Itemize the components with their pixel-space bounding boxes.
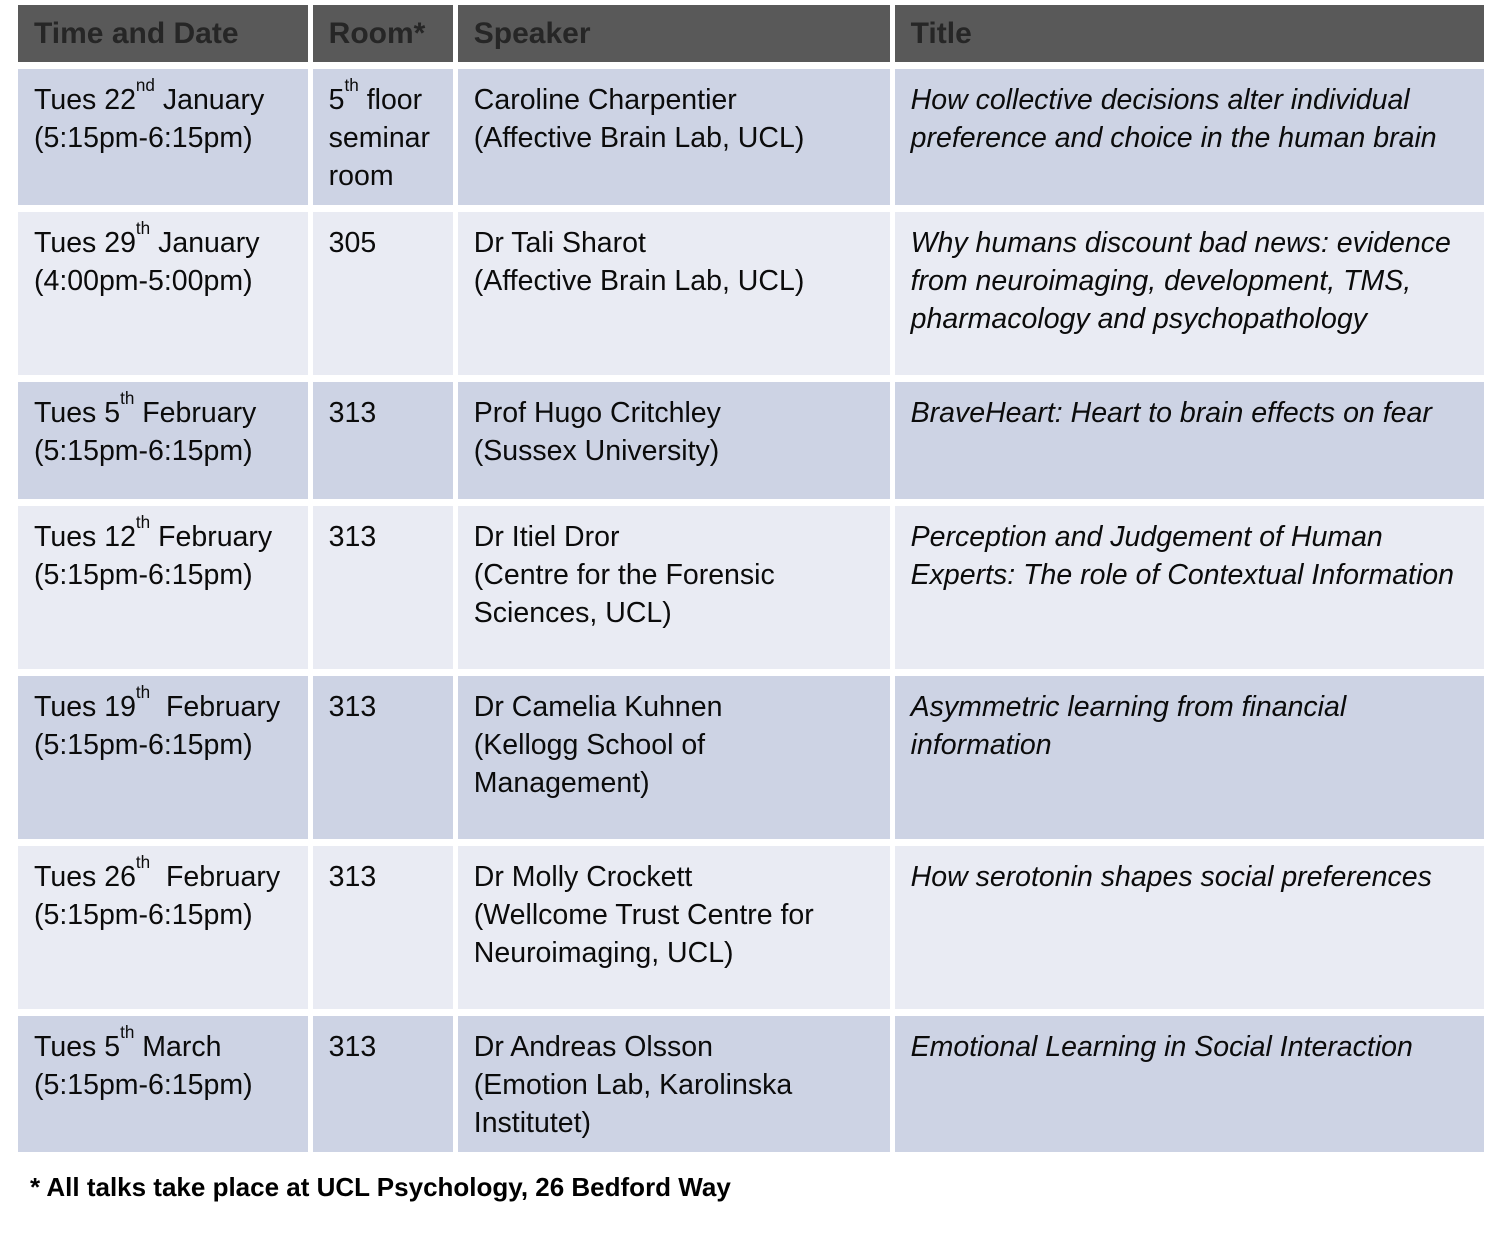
col-header-time-and-date: Time and Date (18, 5, 313, 69)
room-number: 313 (328, 861, 377, 893)
room-cell (313, 382, 458, 506)
date-text (34, 218, 296, 262)
room-cell (313, 1016, 458, 1159)
date-time: (5:15pm-6:15pm) (34, 435, 253, 467)
date-text (34, 388, 296, 432)
date-cell (18, 382, 313, 506)
schedule-rows (18, 69, 1484, 1159)
date-cell (18, 69, 313, 212)
date-month: February (134, 397, 257, 429)
room-number: 313 (328, 397, 377, 429)
date-day: Tues 26 (34, 861, 136, 893)
speaker-affiliation: (Emotion Lab, Karolinska Institutet) (473, 1069, 793, 1139)
room-text (328, 75, 441, 195)
room-text (329, 858, 441, 896)
date-text (34, 75, 296, 119)
date-month: March (134, 1031, 222, 1063)
schedule-row (18, 382, 1484, 506)
date-ordinal: nd (135, 75, 155, 95)
speaker-affiliation: (Affective Brain Lab, UCL) (473, 122, 805, 154)
room-text (329, 688, 441, 726)
date-month: February (150, 861, 281, 893)
room-text (329, 224, 441, 262)
room-number: 305 (328, 227, 377, 259)
talk-title: Why humans discount bad news: evidence from neuroimaging, development, TMS, pharmacology and psychopathology (910, 227, 1451, 335)
talk-title-cell (895, 212, 1484, 382)
date-ordinal: th (120, 1022, 135, 1042)
col-header-speaker: Speaker (458, 5, 895, 69)
date-text (34, 852, 296, 896)
speaker-cell (458, 676, 895, 846)
speaker-affiliation: (Wellcome Trust Centre for Neuroimaging, UCL) (473, 899, 814, 969)
date-text (34, 682, 296, 726)
schedule-row (18, 676, 1484, 846)
speaker-name: Dr Andreas Olsson (473, 1031, 713, 1063)
speaker-name: Dr Camelia Kuhnen (473, 691, 723, 723)
date-ordinal: th (135, 218, 151, 238)
date-day: Tues 29 (34, 227, 136, 259)
date-cell (18, 1016, 313, 1159)
date-day: Tues 5 (34, 1031, 121, 1063)
speaker-name: Prof Hugo Critchley (473, 397, 721, 429)
room-text (329, 394, 441, 432)
room-cell (313, 676, 458, 846)
date-text (34, 1022, 296, 1066)
schedule-row (18, 506, 1484, 676)
date-ordinal: th (135, 852, 151, 872)
seminar-schedule-table (18, 5, 1484, 1159)
speaker-affiliation: (Affective Brain Lab, UCL) (473, 265, 805, 297)
schedule-row (18, 212, 1484, 382)
schedule-row (18, 69, 1484, 212)
speaker-affiliation: (Centre for the Forensic Sciences, UCL) (473, 559, 775, 629)
date-time: (5:15pm-6:15pm) (34, 122, 253, 154)
date-day: Tues 19 (34, 691, 136, 723)
date-month: January (150, 227, 260, 259)
date-time: (5:15pm-6:15pm) (34, 559, 253, 591)
talk-title: How collective decisions alter individual preference and choice in the human brain (910, 84, 1437, 154)
speaker-name: Dr Molly Crockett (473, 861, 693, 893)
date-day: Tues 12 (34, 521, 136, 553)
talk-title-cell (895, 506, 1484, 676)
speaker-cell (458, 382, 895, 506)
date-time: (5:15pm-6:15pm) (34, 1069, 253, 1101)
speaker-affiliation: (Kellogg School of Management) (473, 729, 706, 799)
room-cell (313, 506, 458, 676)
schedule-row (18, 846, 1484, 1016)
date-cell (18, 846, 313, 1016)
footnote: * All talks take place at UCL Psychology, 26 Bedford Way (30, 1172, 731, 1202)
room-ordinal: th (344, 75, 359, 95)
header-row (18, 5, 1484, 69)
talk-title: Asymmetric learning from financial information (910, 691, 1347, 761)
date-ordinal: th (135, 512, 151, 532)
speaker-name: Dr Itiel Dror (473, 521, 620, 553)
col-header-title: Title (895, 5, 1484, 69)
date-cell (18, 506, 313, 676)
talk-title-cell (895, 846, 1484, 1016)
col-header-room: Room* (313, 5, 458, 69)
speaker-cell (458, 506, 895, 676)
date-ordinal: th (135, 682, 151, 702)
talk-title: BraveHeart: Heart to brain effects on fear (910, 397, 1432, 429)
room-number: 313 (328, 521, 377, 553)
date-text (34, 512, 296, 556)
room-cell (313, 846, 458, 1016)
schedule-row (18, 1016, 1484, 1159)
talk-title-cell (895, 382, 1484, 506)
date-time: (5:15pm-6:15pm) (34, 729, 253, 761)
room-number: 313 (328, 1031, 377, 1063)
date-time: (4:00pm-5:00pm) (34, 265, 253, 297)
date-month: January (154, 84, 265, 116)
room-number: 313 (328, 691, 377, 723)
room-cell (313, 69, 458, 212)
speaker-affiliation: (Sussex University) (473, 435, 720, 467)
room-cell (313, 212, 458, 382)
date-month: February (150, 691, 281, 723)
talk-title: Perception and Judgement of Human Experts: The role of Contextual Information (910, 521, 1454, 591)
talk-title-cell (895, 676, 1484, 846)
room-description: floor seminar room (328, 84, 431, 192)
room-text (329, 518, 441, 556)
speaker-cell (458, 1016, 895, 1159)
date-cell (18, 212, 313, 382)
speaker-cell (458, 69, 895, 212)
date-month: February (150, 521, 273, 553)
date-day: Tues 5 (34, 397, 121, 429)
speaker-cell (458, 846, 895, 1016)
date-ordinal: th (120, 388, 135, 408)
room-text (329, 1028, 441, 1066)
talk-title: How serotonin shapes social preferences (910, 861, 1432, 893)
talk-title: Emotional Learning in Social Interaction (910, 1031, 1413, 1063)
date-time: (5:15pm-6:15pm) (34, 899, 253, 931)
date-cell (18, 676, 313, 846)
speaker-name: Caroline Charpentier (473, 84, 737, 116)
speaker-cell (458, 212, 895, 382)
date-day: Tues 22 (34, 84, 136, 116)
speaker-name: Dr Tali Sharot (473, 227, 646, 259)
room-number: 5 (328, 84, 345, 116)
talk-title-cell (895, 1016, 1484, 1159)
talk-title-cell (895, 69, 1484, 212)
